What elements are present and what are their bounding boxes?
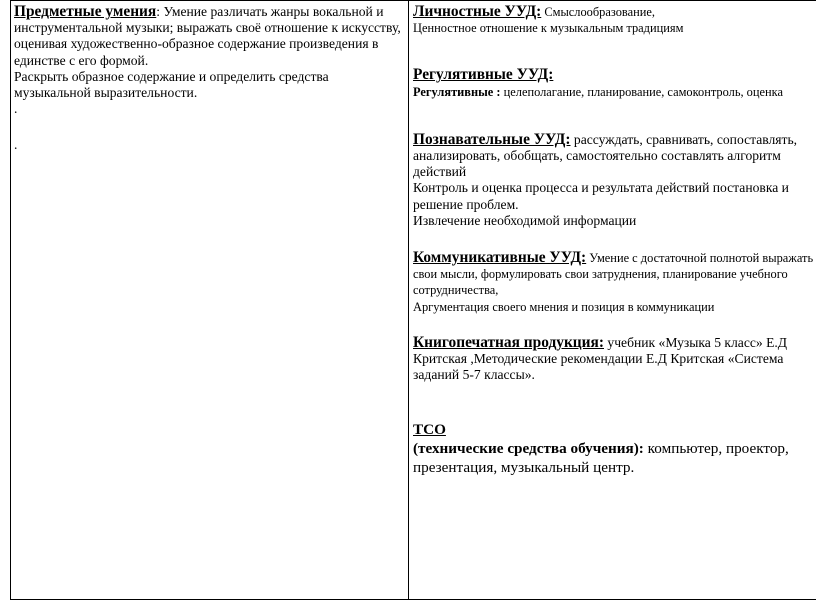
communicative-uud-text-3: Аргументация своего мнения и позиция в коммуникации [413,299,816,315]
communicative-uud-heading: Коммуникативные УУД: [413,249,586,266]
spacer [413,100,816,132]
tso-subheading: (технические средства обучения): [413,440,644,457]
regulatory-uud-text: целеполагание, планирование, самоконтроль, оценка [501,85,783,99]
personal-uud-text-2: Ценностное отношение к музыкальным традициям [413,20,816,36]
right-cell [409,1,816,600]
tso-heading: ТСО [413,420,816,439]
printed-materials-paragraph [413,335,816,384]
left-cell [11,1,409,600]
regulatory-uud-label: Регулятивные : [413,85,501,99]
personal-uud-paragraph [413,4,816,20]
subject-skills-text: : Умение различать жанры вокальной и инструментальной музыки; выражать своё отношение к искусству, оценивая художественно-образное содержание произведения в единстве с его формой. [14,4,401,68]
left-cell-content [11,1,408,153]
cognitive-uud-heading: Познавательные УУД: [413,131,571,148]
lesson-plan-table [10,0,816,600]
personal-uud-text-1: Смыслообразование, [541,5,655,19]
subject-skills-paragraph [14,4,404,69]
personal-uud-heading: Личностные УУД: [413,3,541,20]
spacer [413,36,816,67]
cognitive-uud-paragraph [413,132,816,181]
cognitive-uud-text-2: Контроль и оценка процесса и результата действий постановка и решение проблем. [413,180,816,212]
spacer [413,315,816,335]
printed-materials-heading: Книгопечатная продукция: [413,334,604,351]
communicative-uud-text-2: выражать свои мысли, формулировать свои затруднения, планирование учебного сотрудничества, [413,251,813,297]
communicative-uud-text-1: Умение с достаточной полнотой [586,251,759,265]
regulatory-uud-paragraph [413,84,816,100]
tso-paragraph [413,439,816,477]
table-row [11,1,816,600]
printed-materials-text: учебник «Музыка 5 класс» Е.Д Критская ,Методические рекомендации Е.Д Критская «Система заданий 5-7 классы». [413,335,787,382]
right-cell-content [409,1,816,477]
cognitive-uud-text-1: рассуждать, сравнивать, сопоставлять, анализировать, обобщать, самостоятельно составлять алгоритм действий [413,132,797,179]
dot-line-1: . [14,101,404,117]
spacer [14,117,404,137]
dot-line-2: . [14,137,404,153]
regulatory-uud-heading: Регулятивные УУД: [413,67,816,83]
cognitive-uud-text-3: Извлечение необходимой информации [413,213,816,229]
expressive-means-text: Раскрыть образное содержание и определить средства музыкальной выразительности. [14,69,404,101]
communicative-uud-paragraph [413,250,816,299]
tso-text: компьютер, проектор, презентация, музыкальный центр. [413,440,789,476]
subject-skills-heading: Предметные умения [14,3,156,20]
spacer [413,383,816,420]
spacer [413,229,816,250]
